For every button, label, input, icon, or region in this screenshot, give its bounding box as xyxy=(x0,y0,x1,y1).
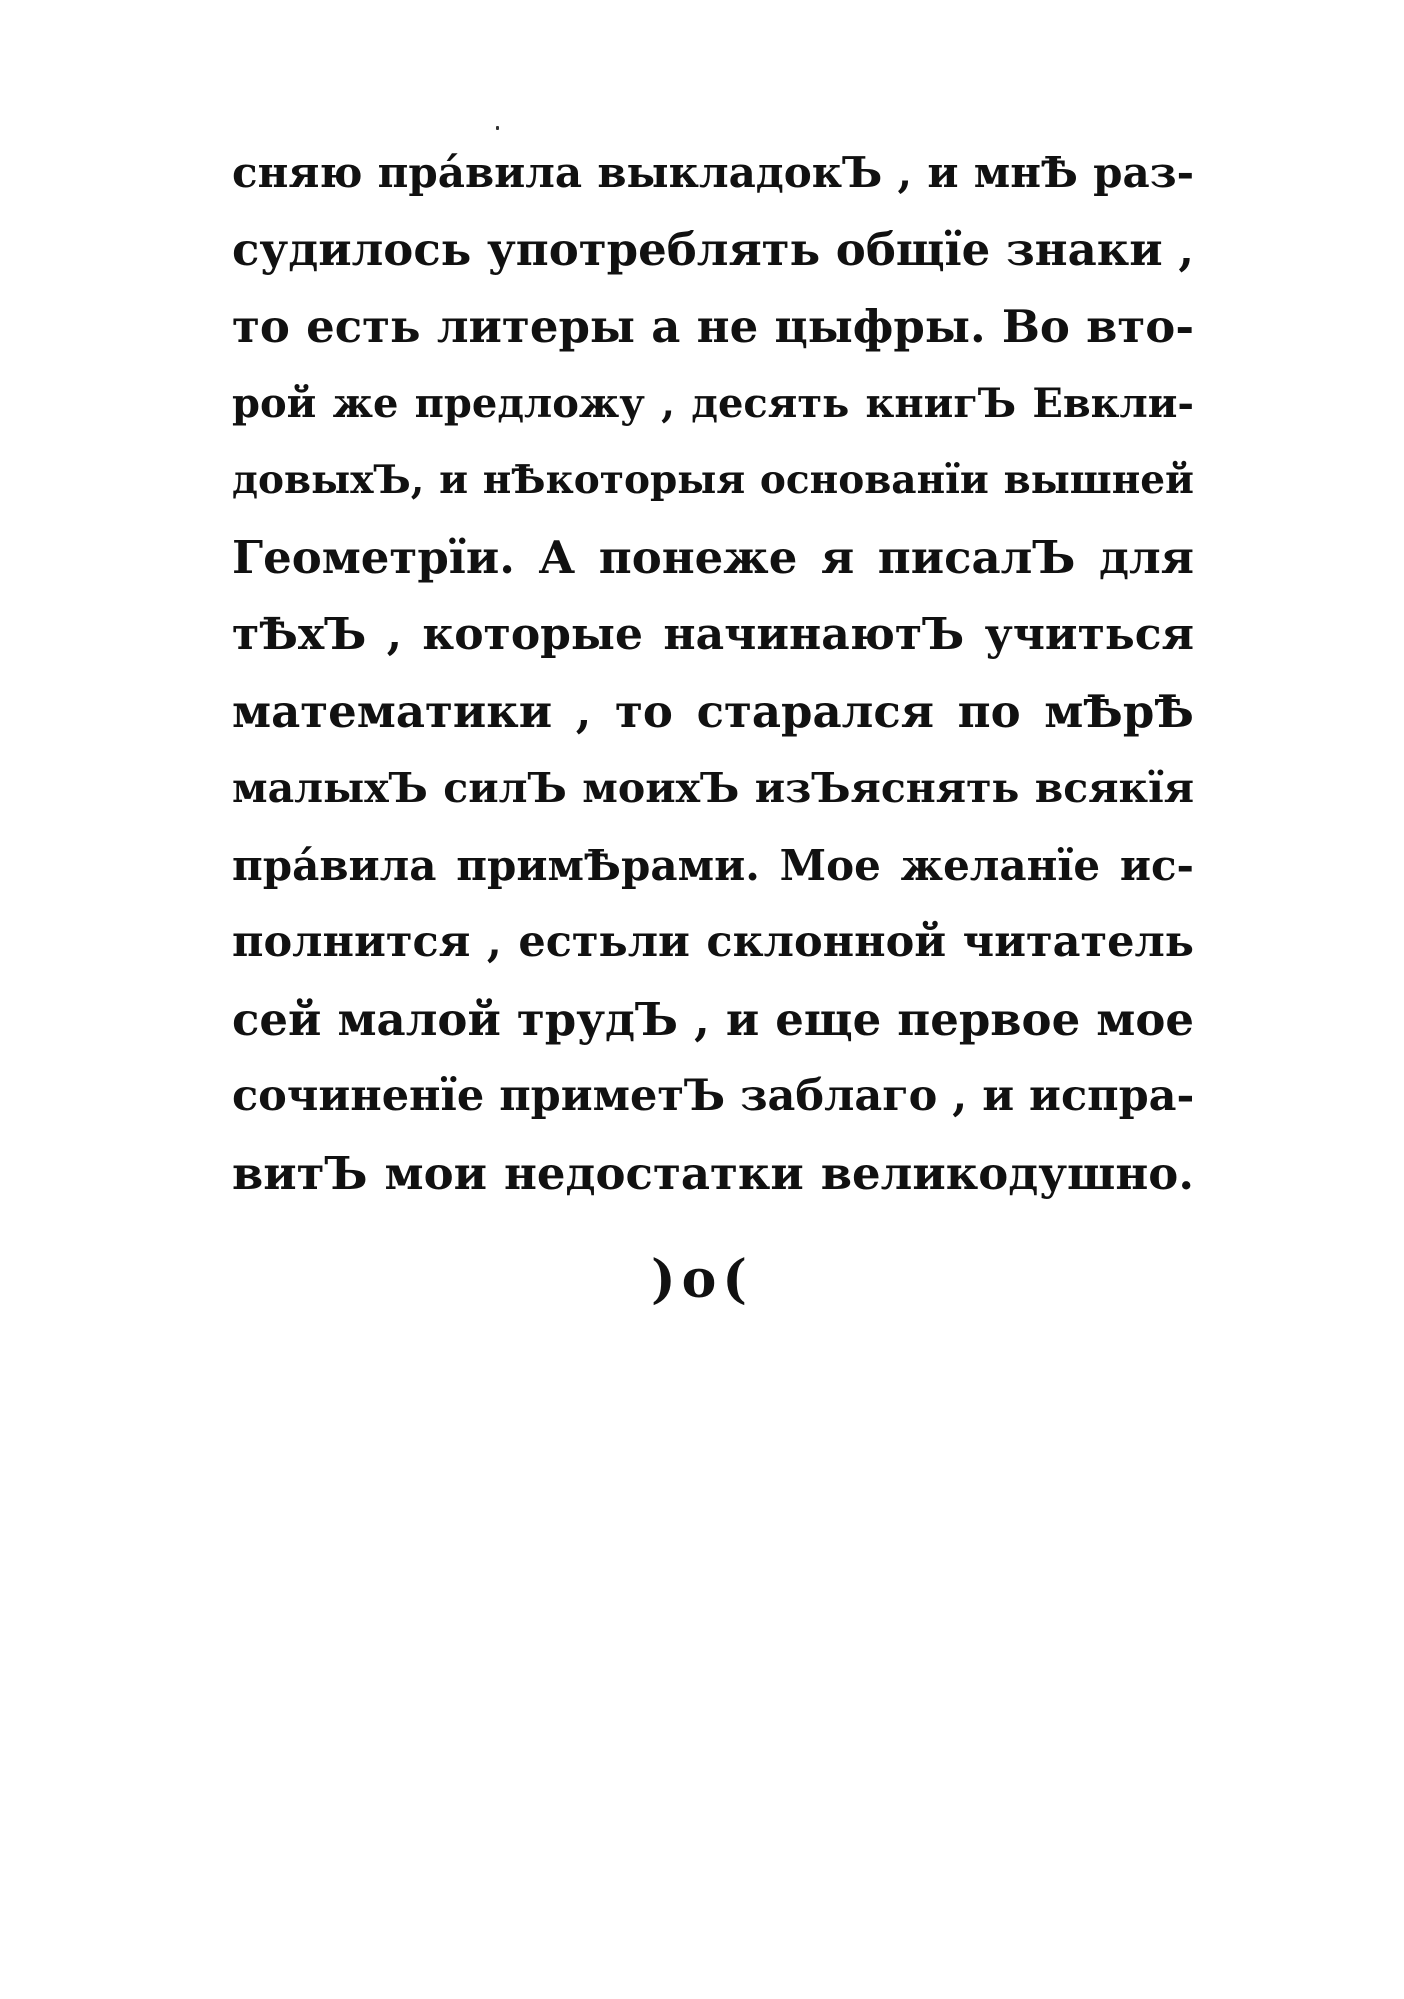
text-line: то есть литеры а не цыфры. Во вто- xyxy=(232,300,1194,353)
ink-speck xyxy=(496,126,499,130)
text-line: судилось употреблять общїе знаки , xyxy=(232,223,1194,276)
text-line: витЪ мои недостатки великодушно. xyxy=(232,1147,1194,1200)
text-line: прáвила примѢрами. Мое желанїе ис- xyxy=(232,841,1194,890)
text-line: полнится , естьли склонной читатель xyxy=(232,917,1194,967)
text-line: малыхЪ силЪ моихЪ изЪяснять всякїя xyxy=(232,764,1194,812)
text-line: довыхЪ, и нѢкоторыя основанїи вышней xyxy=(232,457,1194,503)
ornament-mark: )o( xyxy=(651,1249,753,1310)
text-line: математики , то старался по мѢрѢ xyxy=(232,685,1194,738)
text-line: рой же предложу , десять книгЪ Евкли- xyxy=(232,380,1194,427)
text-line: Геометрїи. А понеже я писалЪ для xyxy=(232,531,1194,584)
text-line: сняю прáвила выкладокЪ , и мнѢ раз- xyxy=(232,148,1194,197)
text-line: сей малой трудЪ , и еще первое мое xyxy=(232,993,1194,1046)
text-line: сочиненїе приметЪ заблаго , и испра- xyxy=(232,1071,1195,1121)
body-text xyxy=(232,134,1194,1212)
text-line: тѢхЪ , которые начинаютЪ учиться xyxy=(232,609,1194,660)
